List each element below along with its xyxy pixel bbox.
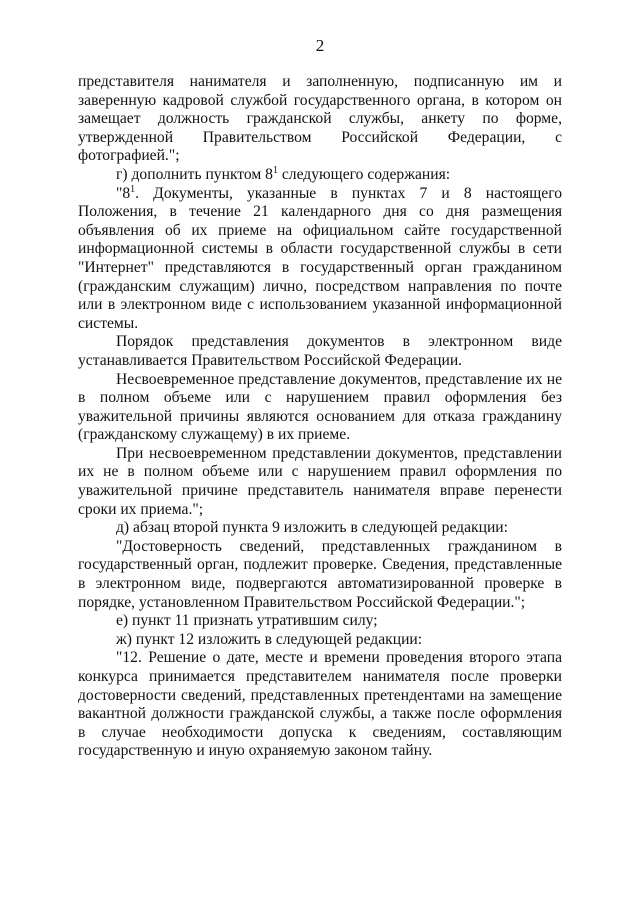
paragraph-text: . Документы, указанные в пунктах 7 и 8 настоящего Положения, в течение 21 календарного дня со дня размещения объявления об их приеме на официальном сайте государственной информационной системы в области государственной службы в сети "Интернет" представляются в государственный орган гражданином (гражданским служащим) лично, посредством направления по почте или в электронном виде с использованием указанной информационной системы. — [78, 184, 562, 332]
paragraph-late-submission: Несвоевременное представление документов, представление их не в полном объеме или с нарушением правил оформления без уважительной причины являются основанием для отказа гражданину (гражданскому служащему) в их приеме. — [78, 370, 562, 444]
page-number: 2 — [315, 36, 325, 55]
paragraph-continuation: представителя нанимателя и заполненную, подписанную им и заверенную кадровой службой государственного органа, в котором он замещает должность гражданской службы, анкету по форме, утвержденной Правительством Российской Федерации, с фотографией."; — [78, 73, 562, 165]
paragraph-text: г) дополнить пунктом 8 — [116, 165, 273, 183]
paragraph-text: следующего содержания: — [277, 165, 451, 183]
paragraph-item-d: д) абзац второй пункта 9 изложить в следующей редакции: — [116, 519, 508, 537]
paragraph-electronic-order: Порядок представления документов в электронном виде устанавливается Правительством Российской Федерации. — [78, 333, 562, 369]
paragraph-item-zh: ж) пункт 12 изложить в следующей редакции: — [116, 630, 423, 648]
paragraph-text: "8 — [116, 184, 131, 202]
paragraph-item-e: е) пункт 11 признать утратившим силу; — [116, 612, 378, 630]
document-body — [78, 73, 562, 761]
paragraph-item-g — [78, 166, 562, 185]
paragraph-clause-12: "12. Решение о дате, месте и времени проведения второго этапа конкурса принимается представителем нанимателя после проверки достоверности сведений, представленных претендентами на замещение вакантной должности гражданской службы, а также после оформления в случае необходимости допуска к сведениям, составляющим государственную и иную охраняемую законом тайну. — [78, 649, 562, 760]
superscript: 1 — [272, 164, 278, 176]
superscript: 1 — [130, 183, 136, 195]
paragraph-deadline-extension: При несвоевременном представлении документов, представлении их не в полном объеме или с нарушением правил оформления по уважительной причине представитель нанимателя вправе перенести сроки их приема."; — [78, 444, 562, 518]
paragraph-verification: "Достоверность сведений, представленных гражданином в государственный орган, подлежит проверке. Сведения, представленные в электронном виде, подвергаются автоматизированной проверке в порядке, установленном Правительством Российской Федерации."; — [78, 537, 562, 611]
paragraph-clause-8-1 — [78, 185, 562, 334]
